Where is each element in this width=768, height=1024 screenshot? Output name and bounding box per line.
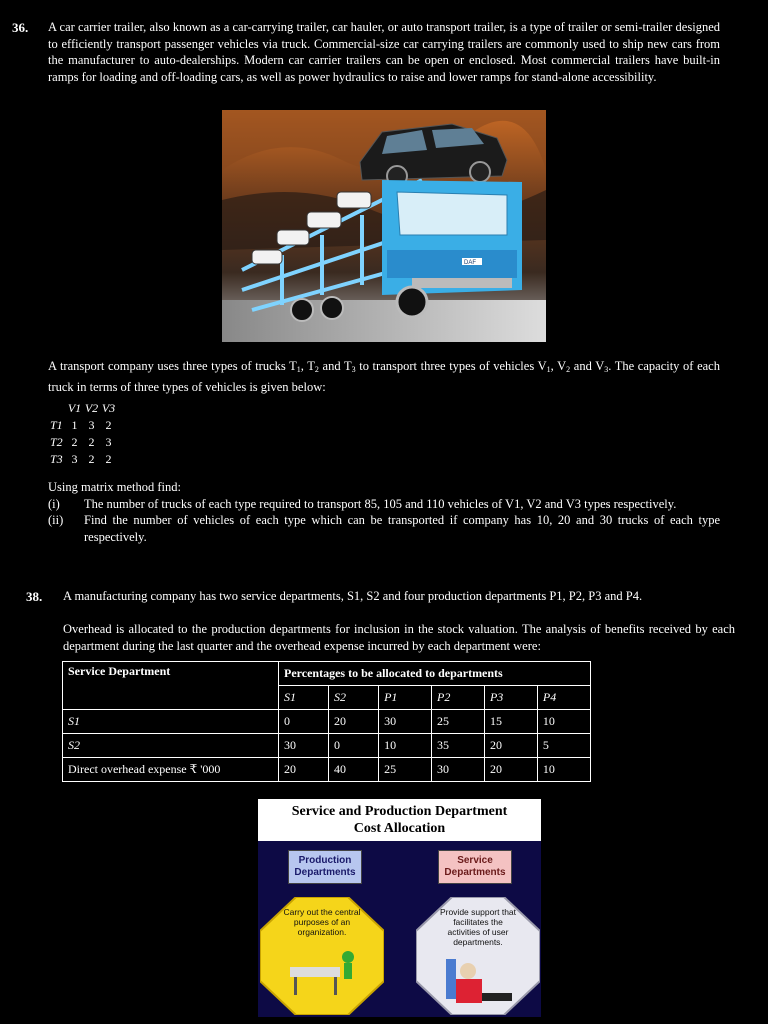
matrix-row: T1 1 3 2 [50,418,112,432]
table-row: S2 30 0 10 35 20 5 [63,734,591,758]
matrix-row: T2 2 2 3 [50,435,112,449]
table-subheader-row: S1 S2 P1 P2 P3 P4 [63,686,591,710]
table-header-percentages: Percentages to be allocated to departments [279,662,591,686]
capacity-matrix [50,400,117,468]
q38-analysis-paragraph: Overhead is allocated to the production departments for inclusion in the stock valuation. The analysis of benefits received by each department during the last quarter and the overhead expense incurred by each department were: [63,622,735,653]
question-number-38: 38. [26,589,43,604]
production-description: Carry out the central purposes of an organization. [283,907,361,937]
q36-problem-statement: A transport company uses three types of trucks $T_1$, $T_2$ and $T_3$ to transport three types of vehicles $V_1$, $V_2$ and $V_3$. The capacity of each truck in terms of three types of vehicles is given below: [48,359,720,394]
svg-text:DAF: DAF [464,260,476,266]
cost-allocation-diagram [250,797,549,1020]
list-item: (ii) Find the number of vehicles of each type which can be transported if company has 10, 20 and 30 trucks of each type respectively. [48,513,720,544]
matrix-col-header: V2 [84,401,99,415]
question-number-36: 36. [12,20,29,35]
table-row: S1 0 20 30 25 15 10 [63,710,591,734]
production-departments-box: Production Departments [288,850,362,884]
service-departments-box: Service Departments [438,850,512,884]
car-carrier-truck-image [222,110,546,342]
matrix-col-header: V3 [101,401,116,415]
q38-intro-paragraph: A manufacturing company has two service departments, S1, S2 and four production departments P1, P2, P3 and P4. [63,589,643,603]
table-row: Direct overhead expense ₹ '000 20 40 25 30 20 10 [63,758,591,782]
q36-intro-paragraph: A car carrier trailer, also known as a car-carrying trailer, car hauler, or auto transport trailer, is a type of trailer or semi-trailer designed to efficiently transport passenger vehicles via truck. Commercial-size car carrying trailers are commonly used to ship new cars from the manufacturer to auto-dealerships. Modern car carrier trailers can be open or enclosed. Most commercial trailers have built-in ramps for loading and off-loading cars, as well as power hydraulics to raise and lower ramps for stand-alone accessibility. [48,20,720,84]
table-header-service-department: Service Department [63,662,279,710]
matrix-col-header: V1 [67,401,82,415]
q36-task-list [48,479,720,545]
method-line: Using matrix method find: [48,480,181,494]
service-description: Provide support that facilitates the activities of user departments. [439,907,517,947]
list-item: (i) The number of trucks of each type required to transport 85, 105 and 110 vehicles of V1, V2 and V3 types respectively. [48,496,677,511]
diagram-title: Service and Production Department Cost Allocation [258,799,541,841]
matrix-row: T3 3 2 2 [50,452,112,466]
allocation-table [62,661,591,782]
